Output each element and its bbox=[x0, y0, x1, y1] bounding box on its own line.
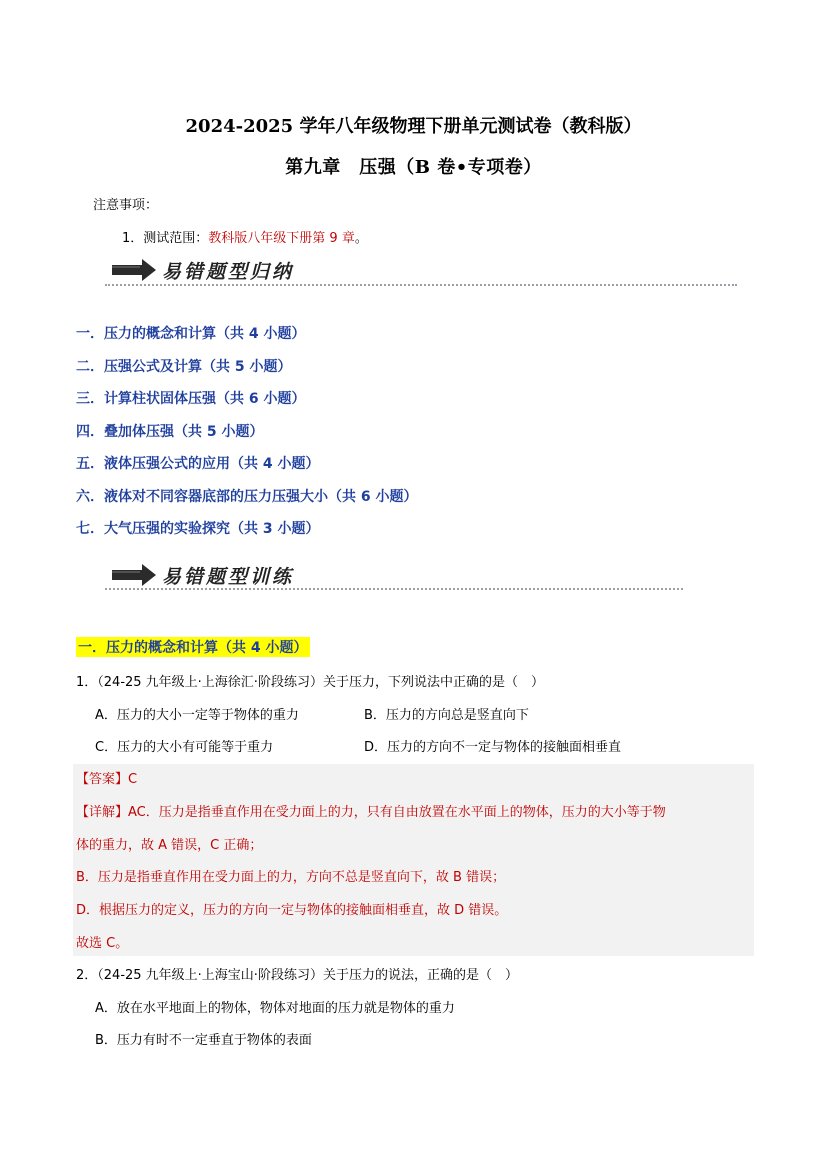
training-banner bbox=[110, 560, 294, 590]
question-1-stem: 1．（24-25 九年级上·上海徐汇·阶段练习）关于压力，下列说法中正确的是（ ） bbox=[76, 675, 544, 690]
divider bbox=[105, 284, 737, 286]
arrow-icon bbox=[110, 563, 158, 587]
question-2-option-a: A．放在水平地面上的物体，物体对地面的压力就是物体的重力 bbox=[95, 1001, 455, 1016]
arrow-icon bbox=[110, 258, 158, 282]
detail-line-4: D．根据压力的定义，压力的方向一定与物体的接触面相垂直，故 D 错误。 bbox=[76, 903, 508, 918]
question-1-option-b: B．压力的方向总是竖直向下 bbox=[364, 708, 529, 723]
toc-item-5[interactable]: 五．液体压强公式的应用（共 4 小题） bbox=[76, 456, 320, 472]
notes-heading: 注意事项： bbox=[93, 198, 159, 213]
test-scope bbox=[122, 227, 368, 246]
toc-item-3[interactable]: 三．计算柱状固体压强（共 6 小题） bbox=[76, 391, 306, 407]
toc-item-4[interactable]: 四．叠加体压强（共 5 小题） bbox=[76, 424, 264, 440]
summary-banner bbox=[110, 255, 294, 285]
detail-line-3: B．压力是指垂直作用在受力面上的力，方向不总是竖直向下，故 B 错误； bbox=[76, 870, 506, 885]
chapter-subtitle: 第九章 压强（B 卷•专项卷） bbox=[285, 157, 542, 178]
document-title: 2024-2025 学年八年级物理下册单元测试卷（教科版） bbox=[185, 116, 642, 137]
summary-banner-label: 易错题型归纳 bbox=[162, 260, 295, 283]
answer-line: 【答案】C bbox=[76, 772, 138, 787]
scope-value: 教科版八年级下册第 9 章 bbox=[208, 231, 355, 246]
detail-line-1: 【详解】AC．压力是指垂直作用在受力面上的力，只有自由放置在水平面上的物体，压力的大小等于物 bbox=[76, 805, 666, 820]
toc-item-6[interactable]: 六．液体对不同容器底部的压力压强大小（共 6 小题） bbox=[76, 489, 418, 505]
scope-suffix: 。 bbox=[354, 231, 368, 246]
toc-item-1[interactable]: 一．压力的概念和计算（共 4 小题） bbox=[76, 326, 306, 342]
section-heading: 一．压力的概念和计算（共 4 小题） bbox=[76, 637, 310, 657]
question-1-option-a: A．压力的大小一定等于物体的重力 bbox=[95, 708, 299, 723]
question-2-option-b: B．压力有时不一定垂直于物体的表面 bbox=[95, 1033, 312, 1048]
detail-line-5: 故选 C。 bbox=[76, 936, 129, 951]
question-1-option-d: D．压力的方向不一定与物体的接触面相垂直 bbox=[364, 740, 622, 755]
training-banner-label: 易错题型训练 bbox=[162, 565, 295, 588]
divider bbox=[105, 588, 683, 590]
question-2-stem: 2．（24-25 九年级上·上海宝山·阶段练习）关于压力的说法，正确的是（ ） bbox=[76, 968, 518, 983]
detail-line-2: 体的重力，故 A 错误，C 正确； bbox=[76, 838, 263, 853]
scope-prefix: 1．测试范围： bbox=[122, 231, 209, 246]
toc-item-2[interactable]: 二．压强公式及计算（共 5 小题） bbox=[76, 359, 292, 375]
toc-item-7[interactable]: 七．大气压强的实验探究（共 3 小题） bbox=[76, 521, 320, 537]
answer-box bbox=[73, 764, 754, 956]
question-1-option-c: C．压力的大小有可能等于重力 bbox=[95, 740, 274, 755]
